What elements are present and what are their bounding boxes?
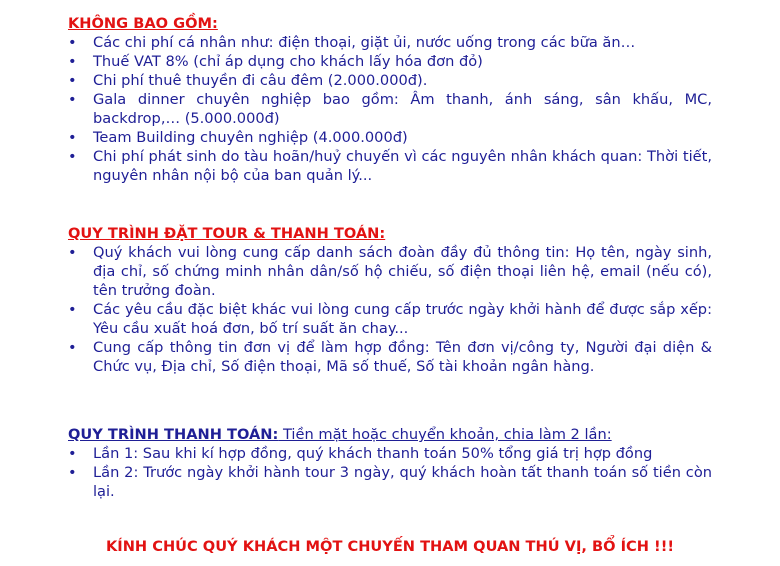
- booking-section: [68, 224, 712, 376]
- bullet-icon: •: [68, 339, 77, 356]
- list-item: • Gala dinner chuyên nghiệp bao gồm: Âm thanh, ánh sáng, sân khấu, MC, backdrop,… (5.000.000đ): [68, 91, 712, 127]
- list-item: • Chi phí phát sinh do tàu hoãn/huỷ chuyến vì các nguyên nhân khách quan: Thời tiết, nguyên nhân nội bộ của ban quản lý...: [68, 148, 712, 184]
- list-item: • Lần 2: Trước ngày khởi hành tour 3 ngày, quý khách hoàn tất thanh toán số tiền còn lại.: [68, 464, 712, 500]
- payment-list: [68, 444, 712, 501]
- closing-message: KÍNH CHÚC QUÝ KHÁCH MỘT CHUYẾN THAM QUAN THÚ VỊ, BỔ ÍCH !!!: [105, 538, 675, 555]
- bullet-icon: •: [68, 53, 77, 70]
- payment-heading-suffix: Tiền mặt hoặc chuyển khoản, chia làm 2 lần:: [278, 426, 612, 443]
- list-item: • Quý khách vui lòng cung cấp danh sách đoàn đầy đủ thông tin: Họ tên, ngày sinh, địa chỉ, số chứng minh nhân dân/số hộ chiếu, số điện thoại liên hệ, email (nếu có), tên trưởng đoàn.: [68, 244, 712, 299]
- bullet-icon: •: [68, 34, 77, 51]
- excluded-heading: KHÔNG BAO GỒM:: [68, 15, 218, 32]
- payment-heading: [68, 425, 712, 444]
- bullet-icon: •: [68, 91, 77, 108]
- list-item: • Chi phí thuê thuyền đi câu đêm (2.000.000đ).: [68, 72, 428, 89]
- list-item: • Các yêu cầu đặc biệt khác vui lòng cung cấp trước ngày khởi hành để được sắp xếp: Yêu cầu xuất hoá đơn, bố trí suất ăn chay...: [68, 301, 712, 337]
- bullet-icon: •: [68, 464, 77, 481]
- payment-heading-title: QUY TRÌNH THANH TOÁN:: [68, 426, 279, 443]
- list-item: • Team Building chuyên nghiệp (4.000.000đ): [68, 129, 408, 146]
- bullet-icon: •: [68, 301, 77, 318]
- bullet-icon: •: [68, 244, 77, 261]
- list-item: • Cung cấp thông tin đơn vị để làm hợp đồng: Tên đơn vị/công ty, Người đại diện & Chức vụ, Địa chỉ, Số điện thoại, Mã số thuế, Số tài khoản ngân hàng.: [68, 339, 712, 375]
- booking-heading: QUY TRÌNH ĐẶT TOUR & THANH TOÁN:: [68, 225, 386, 242]
- list-item: • Lần 1: Sau khi kí hợp đồng, quý khách thanh toán 50% tổng giá trị hợp đồng: [68, 445, 653, 462]
- bullet-icon: •: [68, 72, 77, 89]
- payment-section: [68, 425, 712, 501]
- bullet-icon: •: [68, 445, 77, 462]
- bullet-icon: •: [68, 148, 77, 165]
- list-item: • Thuế VAT 8% (chỉ áp dụng cho khách lấy hóa đơn đỏ): [68, 53, 483, 70]
- booking-list: [68, 243, 712, 376]
- bullet-icon: •: [68, 129, 77, 146]
- list-item: • Các chi phí cá nhân như: điện thoại, giặt ủi, nước uống trong các bữa ăn…: [68, 34, 636, 51]
- excluded-section: [68, 14, 712, 185]
- excluded-list: [68, 33, 712, 185]
